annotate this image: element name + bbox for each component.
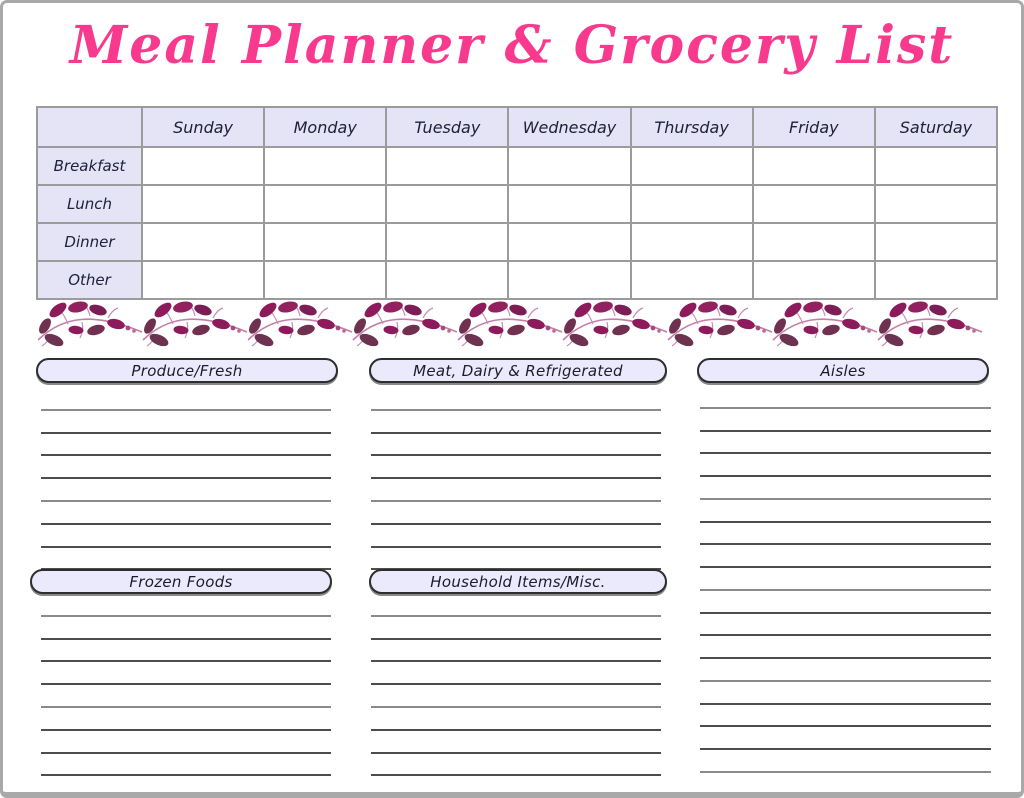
ruled-line: [41, 479, 331, 502]
section-label-aisles: Aisles: [820, 361, 866, 380]
section-header-aisles: [697, 358, 989, 383]
day-header-sunday: Sunday: [142, 107, 264, 147]
meal-cell: [631, 147, 753, 185]
produce-lines-area: [41, 388, 331, 570]
ruled-line: [41, 411, 331, 434]
ruled-line: [41, 548, 331, 571]
ruled-line: [41, 525, 331, 548]
section-label-frozen: Frozen Foods: [129, 572, 233, 591]
meal-cell: [508, 185, 630, 223]
meal-cell: [631, 223, 753, 261]
meal-cell: [875, 147, 997, 185]
ruled-line: [700, 454, 991, 477]
ruled-line: [371, 388, 661, 411]
ruled-line: [41, 434, 331, 457]
ruled-line: [41, 731, 331, 754]
ruled-line: [41, 456, 331, 479]
meal-cell: [142, 147, 264, 185]
ruled-line: [371, 548, 661, 571]
meal-cell: [264, 261, 386, 299]
ruled-line: [700, 727, 991, 750]
ruled-line: [371, 708, 661, 731]
meal-cell: [142, 185, 264, 223]
meal-row-other: [37, 261, 997, 299]
floral-branch-divider-icon: [38, 300, 988, 352]
meal-cell: [753, 185, 875, 223]
ruled-line: [41, 502, 331, 525]
ruled-line: [700, 636, 991, 659]
page-title: Meal Planner & Grocery List: [69, 15, 955, 76]
meal-cell: [875, 261, 997, 299]
ruled-line: [41, 685, 331, 708]
ruled-line: [41, 662, 331, 685]
ruled-line: [41, 708, 331, 731]
ruled-line: [700, 682, 991, 705]
meal-cell: [508, 147, 630, 185]
ruled-line: [371, 754, 661, 777]
meal-row-label-breakfast: Breakfast: [37, 147, 142, 185]
meal-row-label-dinner: Dinner: [37, 223, 142, 261]
ruled-line: [371, 434, 661, 457]
meal-cell: [386, 223, 508, 261]
ruled-line: [41, 388, 331, 411]
ruled-line: [700, 705, 991, 728]
meal-row-label-other: Other: [37, 261, 142, 299]
ruled-line: [41, 754, 331, 777]
ruled-line: [700, 659, 991, 682]
ruled-line: [371, 731, 661, 754]
ruled-line: [371, 456, 661, 479]
ruled-line: [700, 545, 991, 568]
day-header-thursday: Thursday: [631, 107, 753, 147]
aisles-lines-area: [700, 386, 991, 796]
meal-cell: [264, 223, 386, 261]
day-header-wednesday: Wednesday: [508, 107, 630, 147]
household-lines-area: [371, 594, 661, 776]
ruled-line: [700, 386, 991, 409]
meal-row-lunch: [37, 185, 997, 223]
ruled-line: [700, 750, 991, 773]
meal-cell: [753, 223, 875, 261]
day-header-monday: Monday: [264, 107, 386, 147]
meal-cell: [631, 185, 753, 223]
meal-row-label-lunch: Lunch: [37, 185, 142, 223]
ruled-line: [700, 523, 991, 546]
meal-cell: [264, 185, 386, 223]
meal-cell: [386, 261, 508, 299]
ruled-line: [700, 568, 991, 591]
meal-cell: [142, 261, 264, 299]
meal-cell: [386, 147, 508, 185]
ruled-line: [371, 640, 661, 663]
section-label-household: Household Items/Misc.: [430, 572, 606, 591]
meal-cell: [386, 185, 508, 223]
ruled-line: [41, 594, 331, 617]
ruled-line: [371, 685, 661, 708]
ruled-line: [371, 502, 661, 525]
ruled-line: [700, 500, 991, 523]
ruled-line: [700, 591, 991, 614]
meal-cell: [631, 261, 753, 299]
day-header-tuesday: Tuesday: [386, 107, 508, 147]
section-header-produce: [36, 358, 338, 383]
ruled-line: [41, 640, 331, 663]
section-label-produce: Produce/Fresh: [131, 361, 243, 380]
day-header-saturday: Saturday: [875, 107, 997, 147]
ruled-line: [371, 594, 661, 617]
section-header-household: [369, 569, 667, 594]
section-header-frozen: [30, 569, 332, 594]
ruled-line: [371, 662, 661, 685]
ruled-line: [371, 617, 661, 640]
meat-dairy-lines-area: [371, 388, 661, 570]
ruled-line: [700, 614, 991, 637]
meal-cell: [753, 147, 875, 185]
meal-row-dinner: [37, 223, 997, 261]
ruled-line: [41, 617, 331, 640]
ruled-line: [371, 479, 661, 502]
section-label-meat-dairy: Meat, Dairy & Refrigerated: [413, 361, 623, 380]
ruled-line: [371, 525, 661, 548]
meal-cell: [875, 185, 997, 223]
meal-cell: [875, 223, 997, 261]
meal-planner-table: [36, 106, 998, 300]
meal-cell: [142, 223, 264, 261]
ruled-line: [371, 411, 661, 434]
meal-cell: [264, 147, 386, 185]
meal-cell: [508, 223, 630, 261]
ruled-line: [700, 477, 991, 500]
meal-cell: [508, 261, 630, 299]
ruled-line: [700, 773, 991, 796]
day-header-row: [37, 107, 997, 147]
meal-cell: [753, 261, 875, 299]
day-header-friday: Friday: [753, 107, 875, 147]
frozen-lines-area: [41, 594, 331, 776]
section-header-meat-dairy: [369, 358, 667, 383]
corner-cell: [37, 107, 142, 147]
meal-row-breakfast: [37, 147, 997, 185]
ruled-line: [700, 432, 991, 455]
ruled-line: [700, 409, 991, 432]
